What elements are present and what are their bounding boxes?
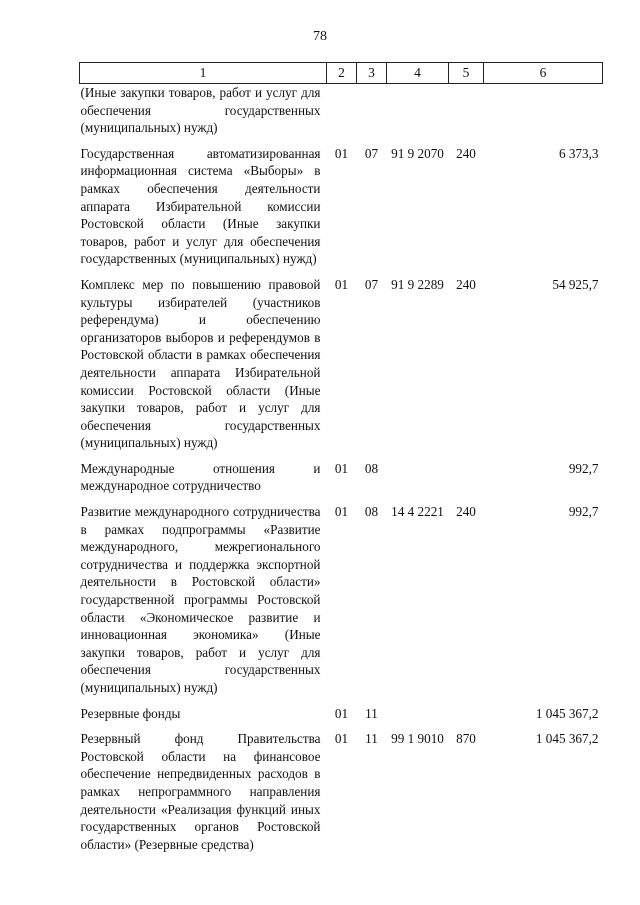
row-amount: 1 045 367,2	[535, 705, 599, 721]
budget-table	[79, 62, 603, 861]
row-expense-type	[449, 705, 484, 731]
row-expense-type: 870	[456, 731, 476, 747]
row-subsection: 08	[364, 504, 379, 520]
column-header-4: 4	[387, 63, 449, 84]
row-section	[327, 84, 357, 145]
table-row	[80, 730, 603, 861]
row-expense-type: 240	[456, 504, 476, 520]
table-row	[80, 145, 603, 276]
column-header-5: 5	[449, 63, 484, 84]
row-section: 01	[334, 460, 349, 476]
table-header-row	[80, 63, 603, 84]
row-name: (Иные закупки товаров, работ и услуг для обеспечения государственных (муниципальных) нужд)	[80, 85, 321, 136]
row-target-code: 99 1 9010	[391, 731, 444, 747]
row-name: Резервный фонд Правительства Ростовской области на финансовое обеспечение непредвиденных расходов в рамках непрограммного направления деятельности «Реализация функций иных государственных органов Ростовской области» (Резервные средства)	[80, 731, 321, 852]
row-amount: 1 045 367,2	[535, 731, 599, 747]
table-row	[80, 503, 603, 705]
row-section: 01	[334, 276, 349, 292]
row-target-code: 91 9 2070	[391, 145, 444, 161]
column-header-2: 2	[327, 63, 357, 84]
row-target-code: 91 9 2289	[391, 276, 444, 292]
column-header-3: 3	[357, 63, 387, 84]
row-subsection: 08	[364, 460, 379, 476]
row-expense-type	[449, 84, 484, 145]
row-expense-type	[449, 460, 484, 503]
page-number: 78	[313, 29, 327, 44]
row-expense-type: 240	[456, 145, 476, 161]
row-subsection: 11	[365, 705, 378, 721]
row-name: Государственная автоматизированная информационная система «Выборы» в рамках обеспечения деятельности аппарата Избирательной комиссии Ростовской области (Иные закупки товаров, работ и услуг для обеспечения государственных (муниципальных) нужд)	[80, 145, 321, 267]
row-section: 01	[334, 705, 349, 721]
row-name: Развитие международного сотрудничества в рамках подпрограммы «Развитие международного, межрегионального сотрудничества и поддержка экспортной деятельности в Ростовской области» государственной программы Ростовской области «Экономическое развитие и инновационная экономика» (Иные закупки товаров, работ и услуг для обеспечения государственных (муниципальных) нужд)	[80, 504, 321, 695]
row-amount: 992,7	[568, 504, 599, 520]
row-section: 01	[334, 731, 349, 747]
row-subsection: 11	[365, 731, 378, 747]
row-amount	[484, 84, 603, 145]
row-name: Комплекс мер по повышению правовой культуры избирателей (участников референдума) и обеспечению организаторов выборов и референдумов в Ростовской области в рамках обеспечения деятельности аппарата Избирательной комиссии Ростовской области (Иные закупки товаров, работ и услуг для обеспечения государственных (муниципальных) нужд)	[80, 276, 321, 451]
row-target-code	[387, 84, 449, 145]
row-section: 01	[334, 145, 349, 161]
row-target-code: 14 4 2221	[391, 504, 444, 520]
row-amount: 54 925,7	[552, 276, 599, 292]
table-row	[80, 460, 603, 503]
row-subsection: 07	[364, 145, 379, 161]
table-row	[80, 84, 603, 145]
column-header-6: 6	[484, 63, 603, 84]
row-name: Международные отношения и международное сотрудничество	[80, 460, 321, 494]
row-section: 01	[334, 504, 349, 520]
table-row	[80, 276, 603, 460]
table-row	[80, 705, 603, 731]
row-subsection: 07	[364, 276, 379, 292]
row-name: Резервные фонды	[80, 705, 181, 721]
row-subsection	[357, 84, 387, 145]
row-expense-type: 240	[456, 276, 476, 292]
row-target-code	[387, 460, 449, 503]
row-amount: 992,7	[568, 460, 599, 476]
column-header-1: 1	[80, 63, 327, 84]
row-target-code	[387, 705, 449, 731]
row-amount: 6 373,3	[558, 145, 599, 161]
